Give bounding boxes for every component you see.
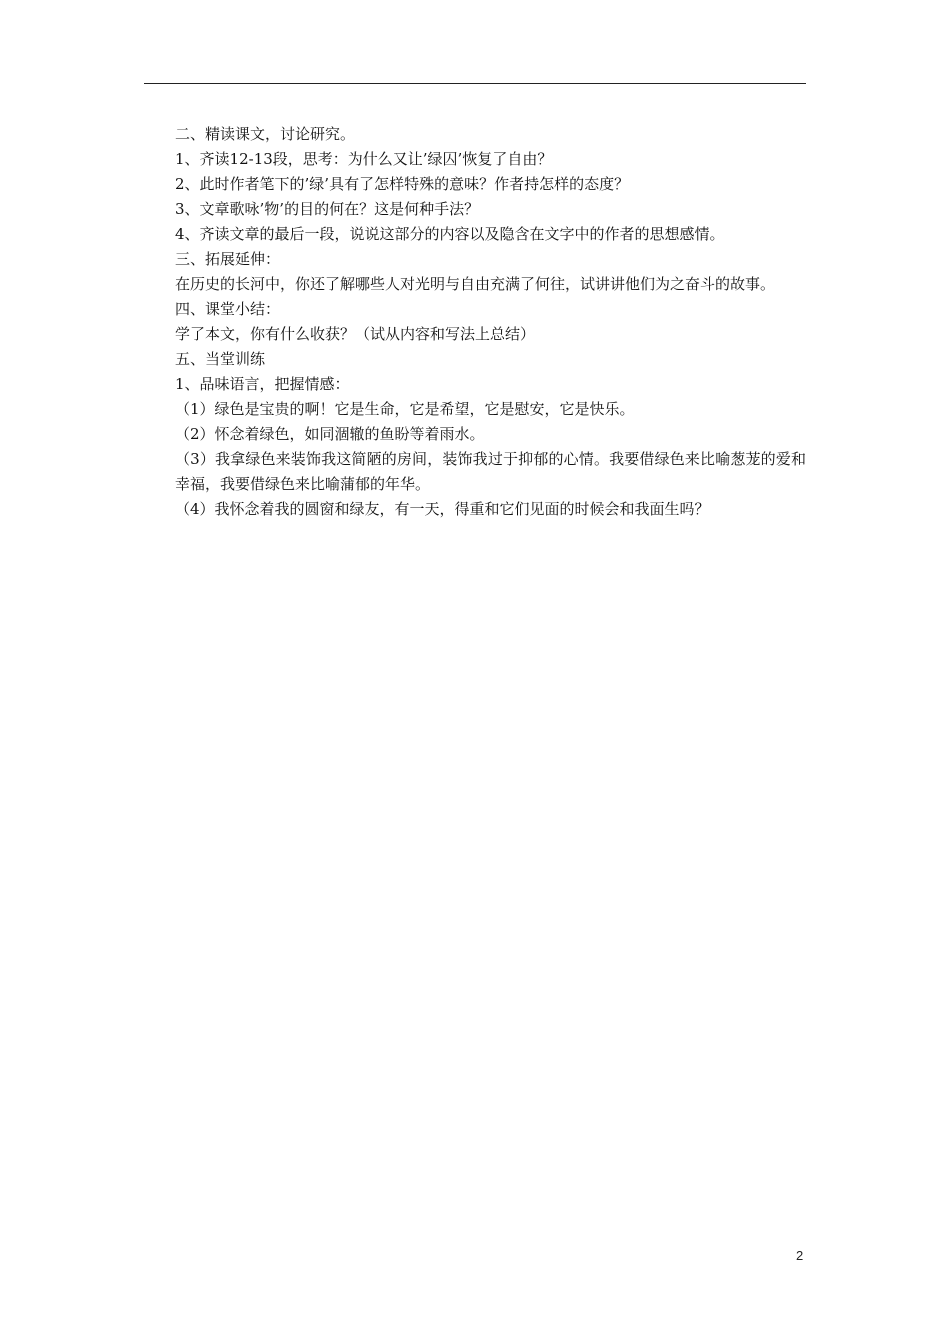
- question-3: 3、文章歌咏’物’的目的何在？这是何种手法？: [175, 200, 480, 218]
- practice-sentence-4: （4）我怀念着我的圆窗和绿友，有一天，得重和它们见面的时候会和我面生吗？: [175, 500, 710, 518]
- question-2: 2、此时作者笔下的’绿’具有了怎样特殊的意味？作者持怎样的态度？: [175, 175, 630, 193]
- section-heading-practice: 五、当堂训练: [175, 350, 266, 368]
- practice-sentence-1: （1）绿色是宝贵的啊！它是生命，它是希望，它是慰安，它是快乐。: [175, 400, 635, 418]
- header-rule: [144, 83, 806, 84]
- section-heading-intensive-reading: 二、精读课文，讨论研究。: [175, 125, 356, 143]
- extension-paragraph: 在历史的长河中，你还了解哪些人对光明与自由充满了何往，试讲讲他们为之奋斗的故事。: [175, 275, 776, 293]
- summary-question: 学了本文，你有什么收获？（试从内容和写法上总结）: [175, 325, 536, 343]
- page-number: 2: [796, 1248, 804, 1263]
- practice-item-1: 1、品味语言，把握情感：: [175, 375, 350, 393]
- section-heading-summary: 四、课堂小结：: [175, 300, 281, 318]
- practice-sentence-2: （2）怀念着绿色，如同涸辙的鱼盼等着雨水。: [175, 425, 485, 443]
- question-1: 1、齐读12-13段，思考：为什么又让’绿囚’恢复了自由？: [175, 150, 553, 168]
- document-body: [144, 122, 806, 522]
- section-heading-extension: 三、拓展延伸：: [175, 250, 281, 268]
- question-4: 4、齐读文章的最后一段，说说这部分的内容以及隐含在文字中的作者的思想感情。: [175, 225, 725, 243]
- practice-sentence-3: （3）我拿绿色来装饰我这简陋的房间，装饰我过于抑郁的心情。我要借绿色来比喻葱茏的爱和幸福，我要借绿色来比喻蒲郁的年华。: [175, 450, 806, 493]
